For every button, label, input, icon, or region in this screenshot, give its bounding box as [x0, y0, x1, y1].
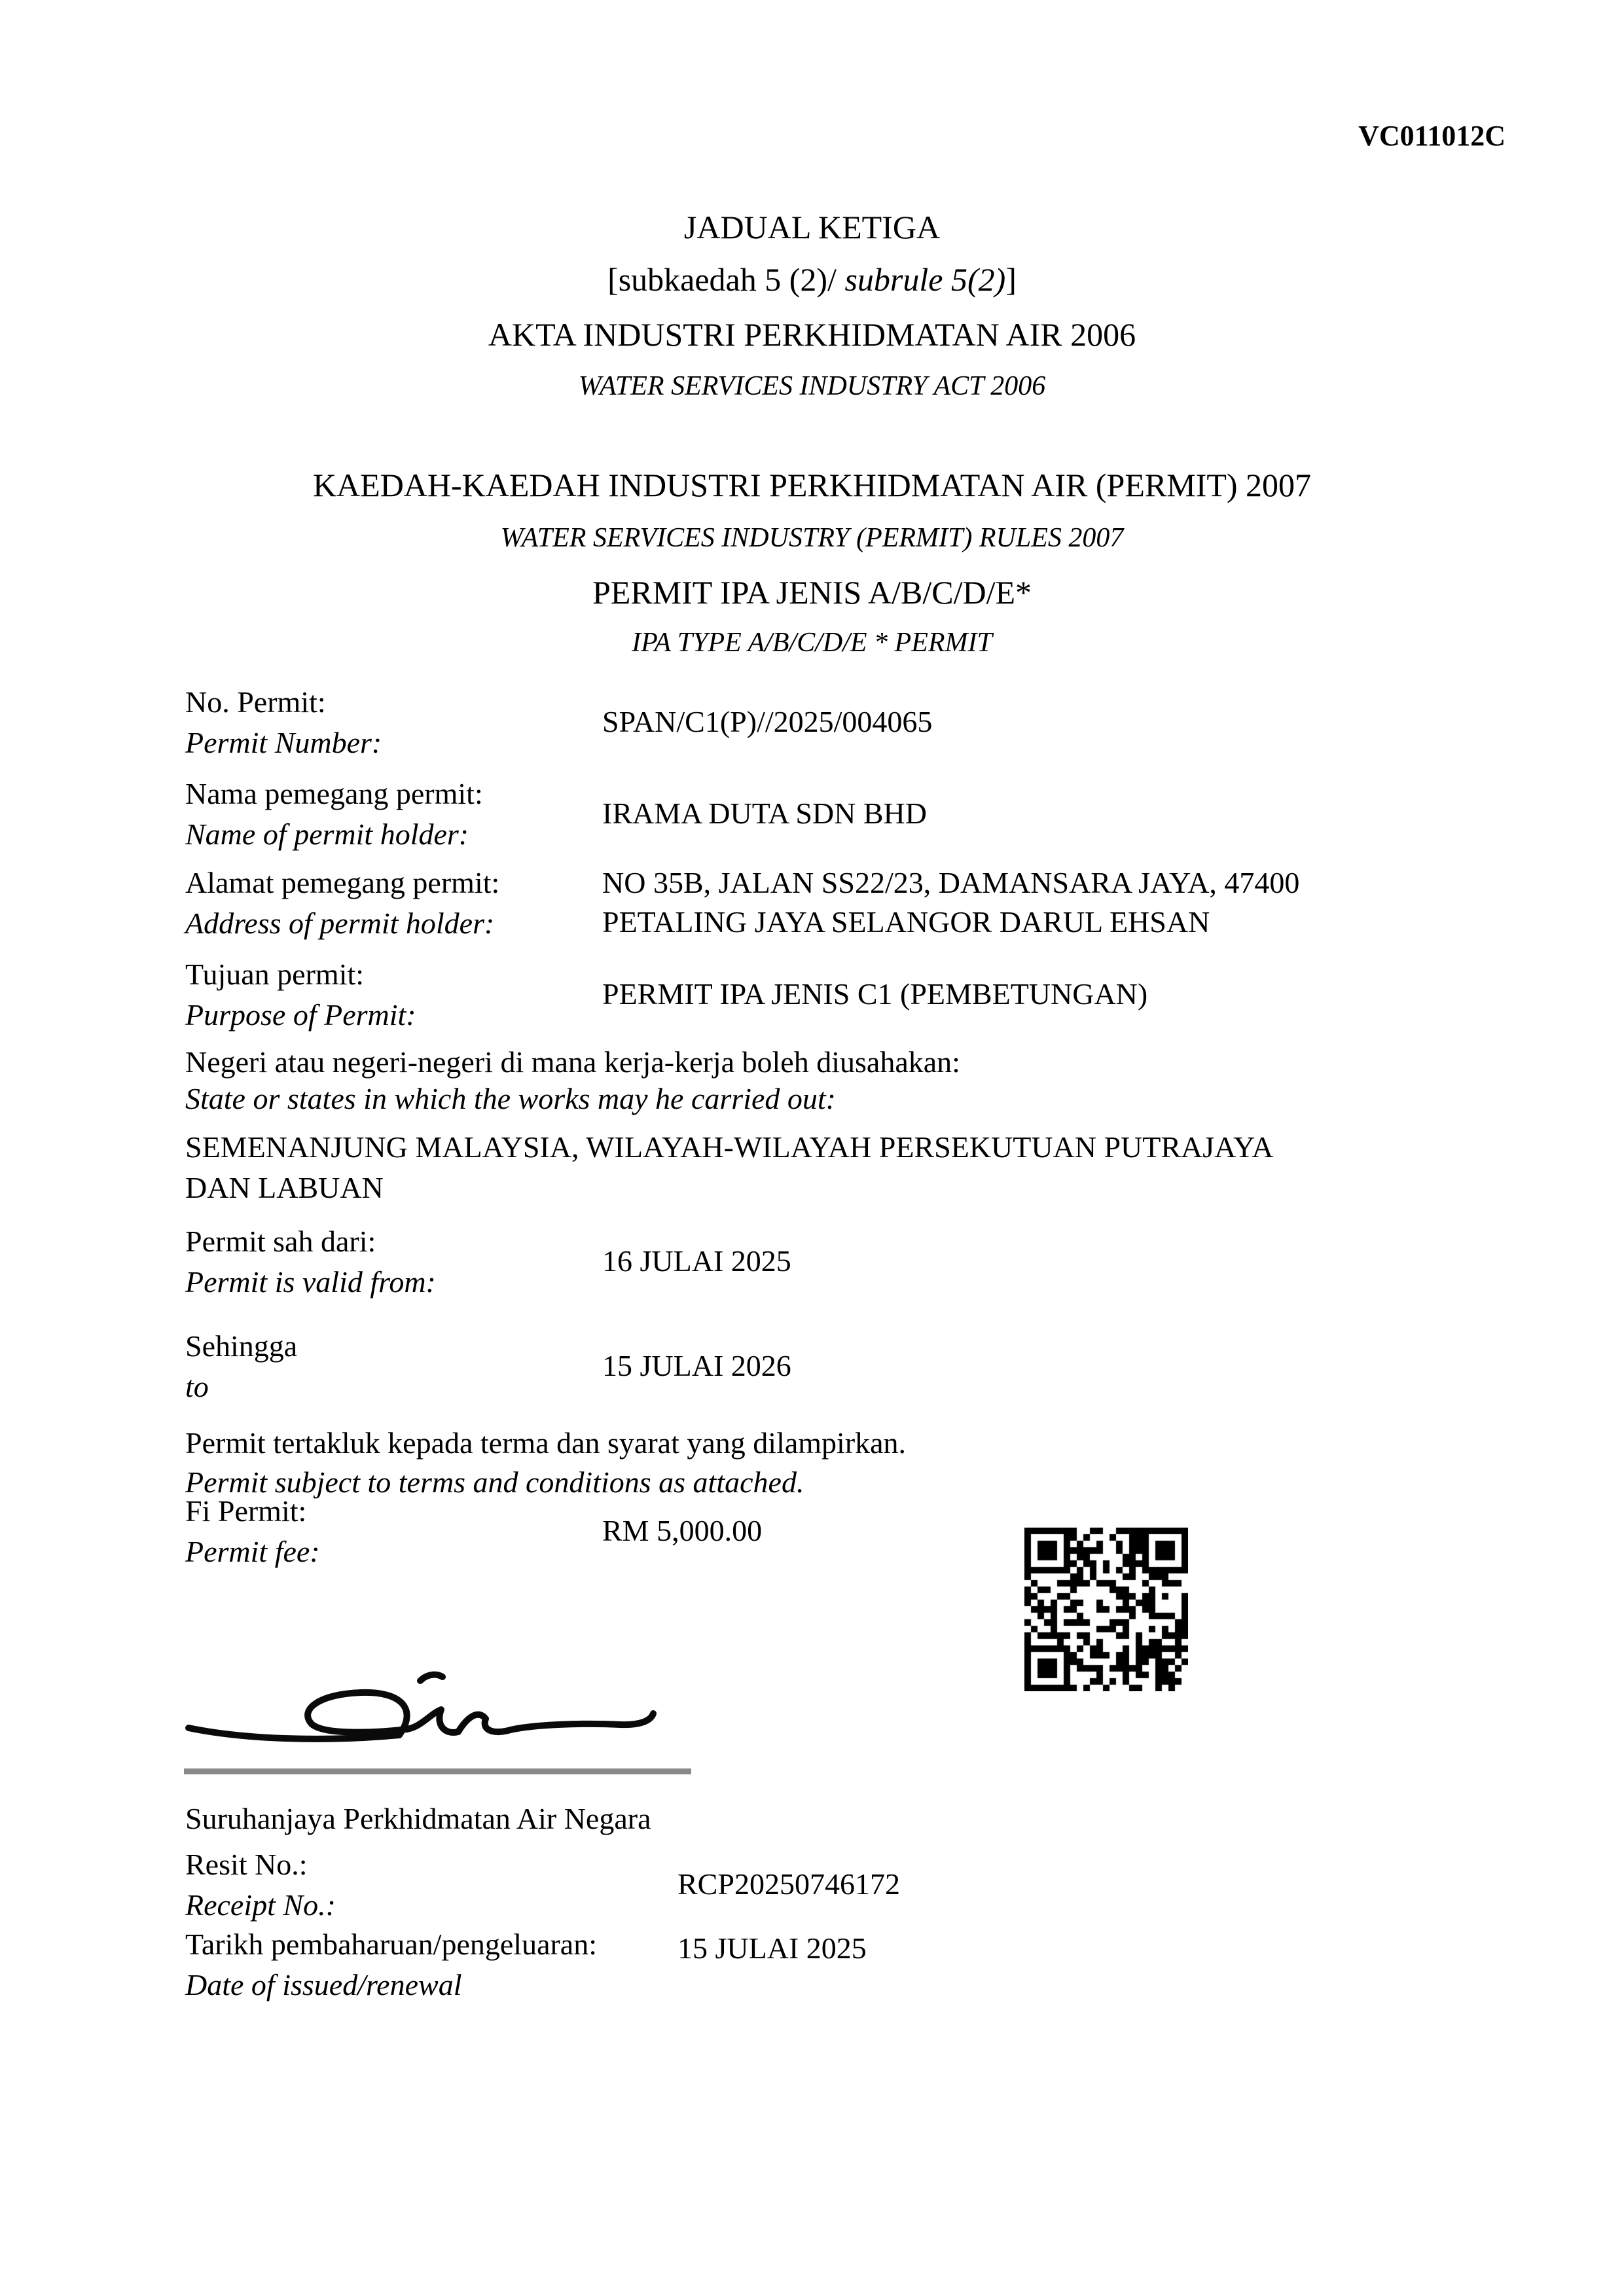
- permit-number-label-ms: No. Permit:: [185, 685, 326, 719]
- permit-number-label-en: Permit Number:: [185, 726, 382, 759]
- valid-to-label-ms: Sehingga: [185, 1329, 298, 1363]
- terms-label-ms: Permit tertakluk kepada terma dan syarat yang dilampirkan.: [185, 1426, 907, 1460]
- valid-to-value: 15 JULAI 2026: [602, 1349, 791, 1382]
- valid-from-value: 16 JULAI 2025: [602, 1244, 791, 1278]
- heading-permit-jenis: PERMIT IPA JENIS A/B/C/D/E*: [592, 574, 1032, 611]
- issue-date-value: 15 JULAI 2025: [677, 1931, 867, 1965]
- permit-number-value: SPAN/C1(P)//2025/004065: [602, 705, 933, 738]
- fee-label-en: Permit fee:: [185, 1535, 320, 1568]
- receipt-label-ms: Resit No.:: [185, 1848, 308, 1881]
- purpose-label-en: Purpose of Permit:: [185, 998, 416, 1031]
- holder-name-value: IRAMA DUTA SDN BHD: [602, 797, 927, 830]
- holder-name-label-ms: Nama pemegang permit:: [185, 777, 483, 810]
- issue-date-label-en: Date of issued/renewal: [185, 1968, 462, 2001]
- valid-from-label-ms: Permit sah dari:: [185, 1225, 376, 1258]
- qr-code: [1024, 1528, 1188, 1691]
- holder-name-label-en: Name of permit holder:: [185, 817, 469, 851]
- receipt-value: RCP20250746172: [677, 1867, 900, 1901]
- purpose-value: PERMIT IPA JENIS C1 (PEMBETUNGAN): [602, 977, 1148, 1011]
- authority-name: Suruhanjaya Perkhidmatan Air Negara: [185, 1802, 651, 1835]
- heading-akta: AKTA INDUSTRI PERKHIDMATAN AIR 2006: [488, 316, 1136, 353]
- heading-rules: WATER SERVICES INDUSTRY (PERMIT) RULES 2007: [500, 523, 1124, 553]
- fee-label-ms: Fi Permit:: [185, 1494, 307, 1528]
- heading-water-act: WATER SERVICES INDUSTRY ACT 2006: [578, 371, 1046, 401]
- heading-ipa-type: IPA TYPE A/B/C/D/E * PERMIT: [632, 628, 992, 658]
- holder-address-label-en: Address of permit holder:: [185, 906, 495, 940]
- holder-address-label-ms: Alamat pemegang permit:: [185, 866, 500, 899]
- holder-address-value-line1: NO 35B, JALAN SS22/23, DAMANSARA JAYA, 47400: [602, 866, 1300, 899]
- issue-date-label-ms: Tarikh pembaharuan/pengeluaran:: [185, 1928, 597, 1961]
- holder-address-value-line2: PETALING JAYA SELANGOR DARUL EHSAN: [602, 905, 1210, 939]
- states-value-line2: DAN LABUAN: [185, 1171, 384, 1204]
- subrule-prefix: [subkaedah 5 (2)/: [607, 261, 845, 298]
- document-number: VC011012C: [1358, 120, 1506, 152]
- states-label-ms: Negeri atau negeri-negeri di mana kerja-kerja boleh diusahakan:: [185, 1045, 960, 1079]
- heading-jadual-ketiga: JADUAL KETIGA: [683, 209, 941, 245]
- fee-value: RM 5,000.00: [602, 1514, 763, 1547]
- states-label-en: State or states in which the works may he carried out:: [185, 1082, 836, 1115]
- valid-from-label-en: Permit is valid from:: [185, 1265, 436, 1299]
- terms-label-en: Permit subject to terms and conditions as attached.: [185, 1465, 804, 1499]
- valid-to-label-en: to: [185, 1370, 209, 1403]
- subrule-suffix: ]: [1005, 261, 1017, 298]
- receipt-label-en: Receipt No.:: [185, 1888, 336, 1922]
- heading-kaedah: KAEDAH-KAEDAH INDUSTRI PERKHIDMATAN AIR (PERMIT) 2007: [312, 467, 1312, 503]
- heading-subrule: [0, 260, 1624, 298]
- states-value-line1: SEMENANJUNG MALAYSIA, WILAYAH-WILAYAH PERSEKUTUAN PUTRAJAYA: [185, 1130, 1274, 1164]
- subrule-italic: subrule 5(2): [844, 261, 1006, 298]
- signature-divider: [184, 1768, 691, 1774]
- signature: [183, 1669, 668, 1780]
- purpose-label-ms: Tujuan permit:: [185, 958, 365, 991]
